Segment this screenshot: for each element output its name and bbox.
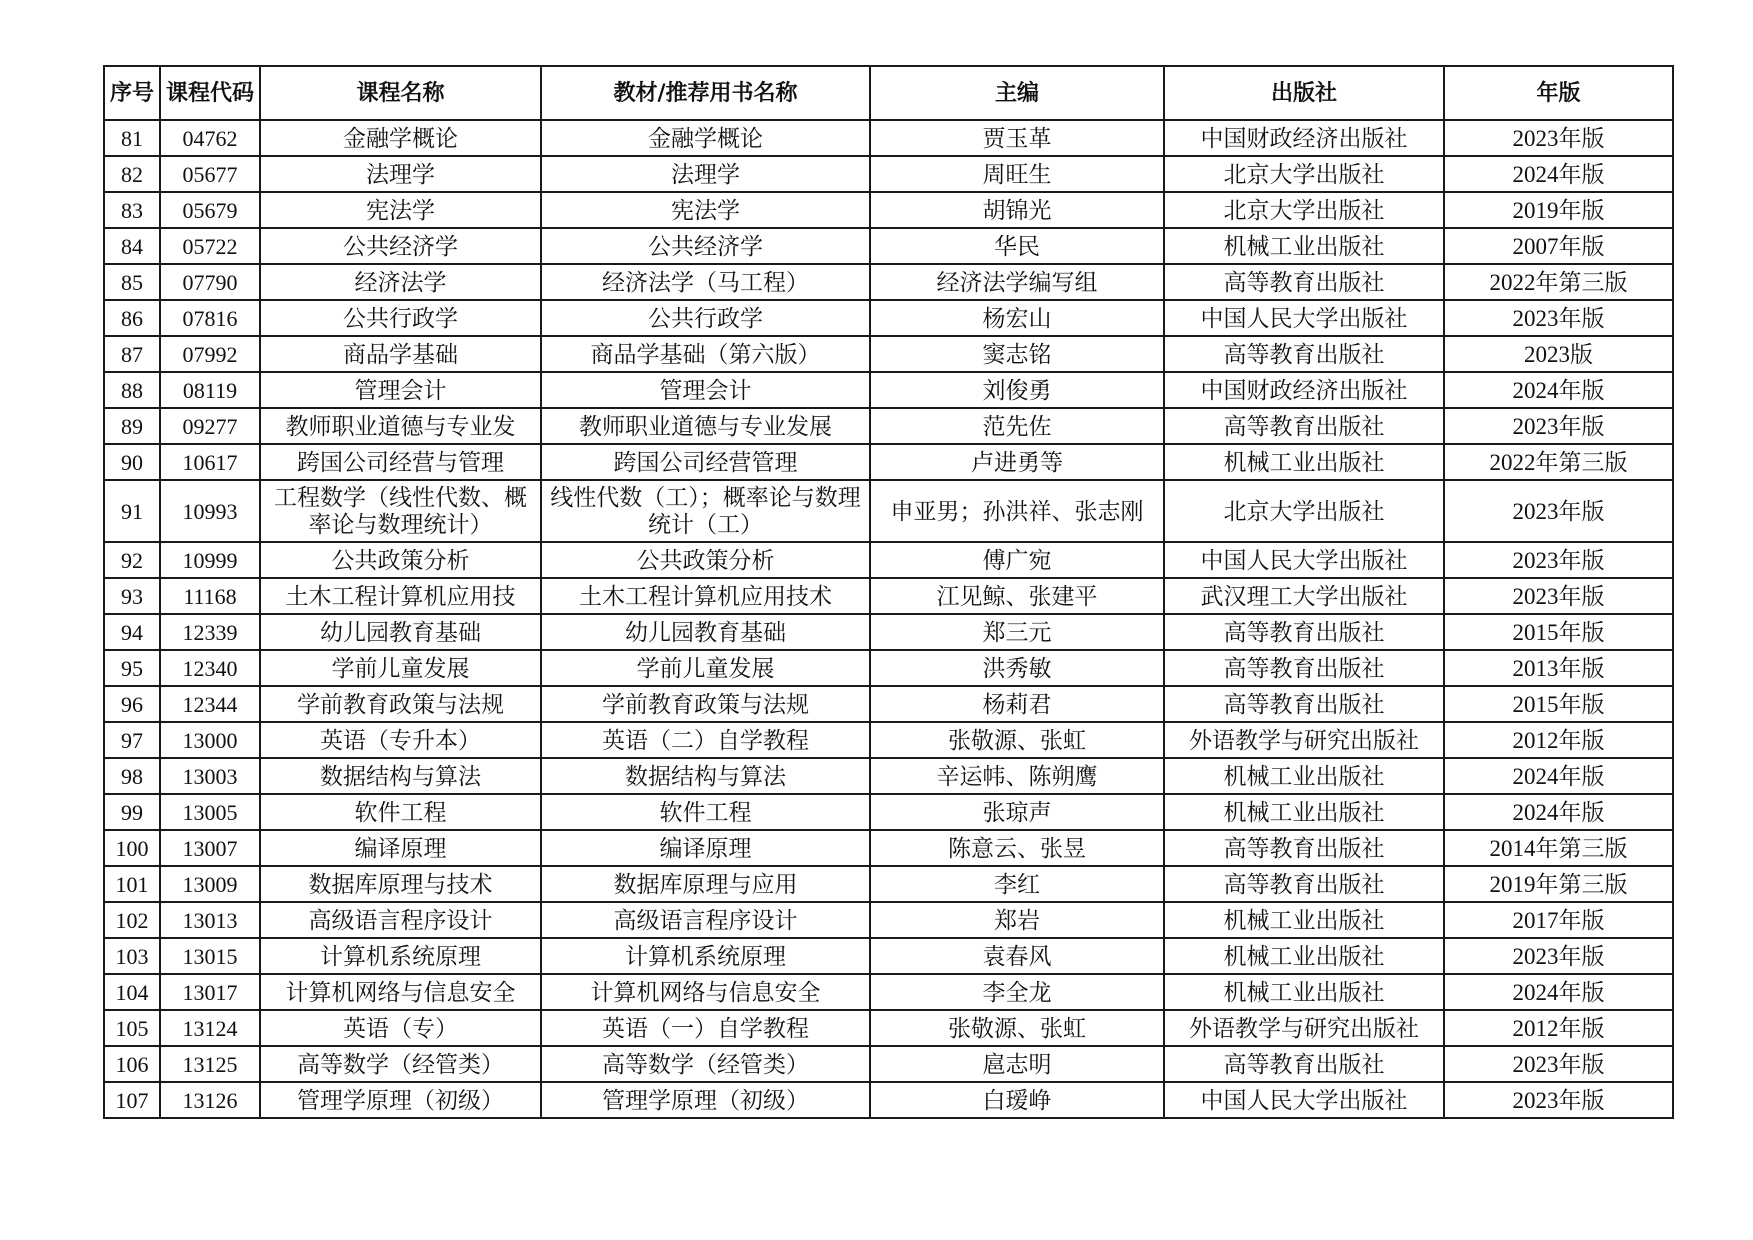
edition-cell: 2015年版	[1444, 686, 1673, 722]
textbook-name-cell: 宪法学	[541, 192, 870, 228]
table-row	[104, 866, 1673, 902]
textbook-name-cell: 教师职业道德与专业发展	[541, 408, 870, 444]
publisher-cell: 北京大学出版社	[1164, 480, 1444, 542]
edition-cell: 2013年版	[1444, 650, 1673, 686]
course-name-cell: 公共政策分析	[260, 542, 541, 578]
table-row	[104, 1046, 1673, 1082]
textbook-name-cell: 商品学基础（第六版）	[541, 336, 870, 372]
course-code-cell: 05677	[160, 156, 260, 192]
index-cell: 102	[104, 902, 160, 938]
course-name-cell: 管理学原理（初级）	[260, 1082, 541, 1118]
edition-cell: 2023年版	[1444, 1082, 1673, 1118]
publisher-cell: 机械工业出版社	[1164, 228, 1444, 264]
course-name-cell: 工程数学（线性代数、概率论与数理统计）	[260, 480, 541, 542]
table-body	[104, 120, 1673, 1118]
table-row	[104, 444, 1673, 480]
publisher-cell: 外语教学与研究出版社	[1164, 1010, 1444, 1046]
publisher-cell: 机械工业出版社	[1164, 974, 1444, 1010]
table-row	[104, 650, 1673, 686]
edition-cell: 2023年版	[1444, 578, 1673, 614]
textbook-name-cell: 跨国公司经营管理	[541, 444, 870, 480]
editor-cell: 郑岩	[870, 902, 1164, 938]
table-row	[104, 686, 1673, 722]
editor-cell: 范先佐	[870, 408, 1164, 444]
course-name-cell: 土木工程计算机应用技	[260, 578, 541, 614]
index-cell: 103	[104, 938, 160, 974]
table-row	[104, 542, 1673, 578]
textbook-name-cell: 管理会计	[541, 372, 870, 408]
editor-cell: 刘俊勇	[870, 372, 1164, 408]
index-cell: 83	[104, 192, 160, 228]
course-code-cell: 07790	[160, 264, 260, 300]
textbook-name-cell: 法理学	[541, 156, 870, 192]
edition-cell: 2023年版	[1444, 120, 1673, 156]
table-row	[104, 192, 1673, 228]
course-code-cell: 11168	[160, 578, 260, 614]
course-name-cell: 公共行政学	[260, 300, 541, 336]
publisher-cell: 高等教育出版社	[1164, 264, 1444, 300]
table-row	[104, 758, 1673, 794]
textbook-name-cell: 学前教育政策与法规	[541, 686, 870, 722]
course-code-cell: 13124	[160, 1010, 260, 1046]
course-code-cell: 04762	[160, 120, 260, 156]
textbook-name-cell: 学前儿童发展	[541, 650, 870, 686]
edition-cell: 2014年第三版	[1444, 830, 1673, 866]
header-course-code: 课程代码	[160, 66, 260, 120]
course-name-cell: 金融学概论	[260, 120, 541, 156]
editor-cell: 杨宏山	[870, 300, 1164, 336]
course-code-cell: 12344	[160, 686, 260, 722]
edition-cell: 2023年版	[1444, 542, 1673, 578]
publisher-cell: 高等教育出版社	[1164, 866, 1444, 902]
editor-cell: 白瑷峥	[870, 1082, 1164, 1118]
course-code-cell: 10993	[160, 480, 260, 542]
editor-cell: 周旺生	[870, 156, 1164, 192]
header-textbook-name: 教材/推荐用书名称	[541, 66, 870, 120]
course-name-cell: 管理会计	[260, 372, 541, 408]
editor-cell: 胡锦光	[870, 192, 1164, 228]
textbook-table	[103, 65, 1674, 1119]
index-cell: 106	[104, 1046, 160, 1082]
edition-cell: 2023年版	[1444, 480, 1673, 542]
textbook-name-cell: 计算机网络与信息安全	[541, 974, 870, 1010]
header-row	[104, 66, 1673, 120]
editor-cell: 洪秀敏	[870, 650, 1164, 686]
publisher-cell: 中国财政经济出版社	[1164, 120, 1444, 156]
edition-cell: 2024年版	[1444, 758, 1673, 794]
editor-cell: 扈志明	[870, 1046, 1164, 1082]
index-cell: 87	[104, 336, 160, 372]
index-cell: 104	[104, 974, 160, 1010]
edition-cell: 2023年版	[1444, 1046, 1673, 1082]
editor-cell: 张琼声	[870, 794, 1164, 830]
course-code-cell: 13009	[160, 866, 260, 902]
publisher-cell: 北京大学出版社	[1164, 156, 1444, 192]
table-row	[104, 938, 1673, 974]
index-cell: 95	[104, 650, 160, 686]
course-name-cell: 学前儿童发展	[260, 650, 541, 686]
course-name-cell: 跨国公司经营与管理	[260, 444, 541, 480]
course-code-cell: 09277	[160, 408, 260, 444]
editor-cell: 江见鲸、张建平	[870, 578, 1164, 614]
index-cell: 81	[104, 120, 160, 156]
course-name-cell: 教师职业道德与专业发	[260, 408, 541, 444]
course-name-cell: 编译原理	[260, 830, 541, 866]
course-code-cell: 13013	[160, 902, 260, 938]
publisher-cell: 机械工业出版社	[1164, 444, 1444, 480]
course-name-cell: 英语（专）	[260, 1010, 541, 1046]
course-name-cell: 计算机系统原理	[260, 938, 541, 974]
edition-cell: 2024年版	[1444, 794, 1673, 830]
textbook-name-cell: 公共政策分析	[541, 542, 870, 578]
table-row	[104, 336, 1673, 372]
editor-cell: 袁春风	[870, 938, 1164, 974]
index-cell: 91	[104, 480, 160, 542]
course-code-cell: 13125	[160, 1046, 260, 1082]
course-name-cell: 商品学基础	[260, 336, 541, 372]
index-cell: 97	[104, 722, 160, 758]
table-row	[104, 156, 1673, 192]
table-row	[104, 578, 1673, 614]
course-code-cell: 05679	[160, 192, 260, 228]
index-cell: 101	[104, 866, 160, 902]
textbook-name-cell: 土木工程计算机应用技术	[541, 578, 870, 614]
course-code-cell: 10617	[160, 444, 260, 480]
table-row	[104, 1082, 1673, 1118]
course-code-cell: 13000	[160, 722, 260, 758]
textbook-name-cell: 管理学原理（初级）	[541, 1082, 870, 1118]
publisher-cell: 中国人民大学出版社	[1164, 542, 1444, 578]
table-row	[104, 480, 1673, 542]
publisher-cell: 中国人民大学出版社	[1164, 1082, 1444, 1118]
course-name-cell: 高等数学（经管类）	[260, 1046, 541, 1082]
index-cell: 82	[104, 156, 160, 192]
publisher-cell: 外语教学与研究出版社	[1164, 722, 1444, 758]
edition-cell: 2019年版	[1444, 192, 1673, 228]
editor-cell: 申亚男；孙洪祥、张志刚	[870, 480, 1164, 542]
index-cell: 92	[104, 542, 160, 578]
course-code-cell: 07992	[160, 336, 260, 372]
header-course-name: 课程名称	[260, 66, 541, 120]
course-name-cell: 数据库原理与技术	[260, 866, 541, 902]
textbook-name-cell: 高级语言程序设计	[541, 902, 870, 938]
publisher-cell: 机械工业出版社	[1164, 794, 1444, 830]
editor-cell: 卢进勇等	[870, 444, 1164, 480]
edition-cell: 2023年版	[1444, 408, 1673, 444]
textbook-name-cell: 经济法学（马工程）	[541, 264, 870, 300]
table-row	[104, 228, 1673, 264]
edition-cell: 2024年版	[1444, 156, 1673, 192]
editor-cell: 傅广宛	[870, 542, 1164, 578]
textbook-name-cell: 公共经济学	[541, 228, 870, 264]
course-code-cell: 07816	[160, 300, 260, 336]
table-row	[104, 830, 1673, 866]
course-name-cell: 高级语言程序设计	[260, 902, 541, 938]
header-editor: 主编	[870, 66, 1164, 120]
publisher-cell: 中国财政经济出版社	[1164, 372, 1444, 408]
textbook-name-cell: 公共行政学	[541, 300, 870, 336]
textbook-name-cell: 编译原理	[541, 830, 870, 866]
editor-cell: 张敬源、张虹	[870, 1010, 1164, 1046]
course-code-cell: 13003	[160, 758, 260, 794]
header-index: 序号	[104, 66, 160, 120]
table-row	[104, 372, 1673, 408]
index-cell: 85	[104, 264, 160, 300]
edition-cell: 2023版	[1444, 336, 1673, 372]
editor-cell: 李红	[870, 866, 1164, 902]
editor-cell: 杨莉君	[870, 686, 1164, 722]
header-publisher: 出版社	[1164, 66, 1444, 120]
publisher-cell: 高等教育出版社	[1164, 408, 1444, 444]
course-code-cell: 12340	[160, 650, 260, 686]
edition-cell: 2015年版	[1444, 614, 1673, 650]
edition-cell: 2024年版	[1444, 974, 1673, 1010]
editor-cell: 郑三元	[870, 614, 1164, 650]
index-cell: 88	[104, 372, 160, 408]
publisher-cell: 机械工业出版社	[1164, 902, 1444, 938]
table-row	[104, 974, 1673, 1010]
course-name-cell: 数据结构与算法	[260, 758, 541, 794]
table-row	[104, 408, 1673, 444]
course-code-cell: 13005	[160, 794, 260, 830]
publisher-cell: 武汉理工大学出版社	[1164, 578, 1444, 614]
index-cell: 89	[104, 408, 160, 444]
index-cell: 94	[104, 614, 160, 650]
table-row	[104, 902, 1673, 938]
publisher-cell: 机械工业出版社	[1164, 938, 1444, 974]
edition-cell: 2022年第三版	[1444, 444, 1673, 480]
course-name-cell: 幼儿园教育基础	[260, 614, 541, 650]
textbook-name-cell: 金融学概论	[541, 120, 870, 156]
index-cell: 93	[104, 578, 160, 614]
course-code-cell: 10999	[160, 542, 260, 578]
edition-cell: 2012年版	[1444, 1010, 1673, 1046]
course-code-cell: 08119	[160, 372, 260, 408]
publisher-cell: 高等教育出版社	[1164, 650, 1444, 686]
publisher-cell: 高等教育出版社	[1164, 336, 1444, 372]
course-code-cell: 12339	[160, 614, 260, 650]
course-name-cell: 软件工程	[260, 794, 541, 830]
index-cell: 86	[104, 300, 160, 336]
index-cell: 105	[104, 1010, 160, 1046]
publisher-cell: 中国人民大学出版社	[1164, 300, 1444, 336]
course-code-cell: 05722	[160, 228, 260, 264]
course-code-cell: 13015	[160, 938, 260, 974]
course-name-cell: 法理学	[260, 156, 541, 192]
textbook-name-cell: 英语（一）自学教程	[541, 1010, 870, 1046]
course-name-cell: 经济法学	[260, 264, 541, 300]
editor-cell: 窦志铭	[870, 336, 1164, 372]
textbook-name-cell: 数据结构与算法	[541, 758, 870, 794]
edition-cell: 2022年第三版	[1444, 264, 1673, 300]
edition-cell: 2024年版	[1444, 372, 1673, 408]
editor-cell: 陈意云、张昱	[870, 830, 1164, 866]
edition-cell: 2017年版	[1444, 902, 1673, 938]
editor-cell: 华民	[870, 228, 1164, 264]
textbook-name-cell: 高等数学（经管类）	[541, 1046, 870, 1082]
index-cell: 90	[104, 444, 160, 480]
publisher-cell: 北京大学出版社	[1164, 192, 1444, 228]
textbook-name-cell: 幼儿园教育基础	[541, 614, 870, 650]
editor-cell: 经济法学编写组	[870, 264, 1164, 300]
publisher-cell: 高等教育出版社	[1164, 830, 1444, 866]
textbook-name-cell: 数据库原理与应用	[541, 866, 870, 902]
edition-cell: 2019年第三版	[1444, 866, 1673, 902]
publisher-cell: 高等教育出版社	[1164, 614, 1444, 650]
course-code-cell: 13126	[160, 1082, 260, 1118]
publisher-cell: 高等教育出版社	[1164, 686, 1444, 722]
table-row	[104, 722, 1673, 758]
index-cell: 98	[104, 758, 160, 794]
course-name-cell: 计算机网络与信息安全	[260, 974, 541, 1010]
table-row	[104, 794, 1673, 830]
editor-cell: 辛运帏、陈朔鹰	[870, 758, 1164, 794]
textbook-name-cell: 线性代数（工）；概率论与数理统计（工）	[541, 480, 870, 542]
table-row	[104, 120, 1673, 156]
edition-cell: 2023年版	[1444, 300, 1673, 336]
textbook-name-cell: 软件工程	[541, 794, 870, 830]
table-row	[104, 614, 1673, 650]
publisher-cell: 高等教育出版社	[1164, 1046, 1444, 1082]
index-cell: 84	[104, 228, 160, 264]
course-name-cell: 公共经济学	[260, 228, 541, 264]
header-edition: 年版	[1444, 66, 1673, 120]
index-cell: 99	[104, 794, 160, 830]
publisher-cell: 机械工业出版社	[1164, 758, 1444, 794]
index-cell: 100	[104, 830, 160, 866]
table-row	[104, 300, 1673, 336]
course-code-cell: 13017	[160, 974, 260, 1010]
textbook-name-cell: 计算机系统原理	[541, 938, 870, 974]
textbook-name-cell: 英语（二）自学教程	[541, 722, 870, 758]
index-cell: 107	[104, 1082, 160, 1118]
index-cell: 96	[104, 686, 160, 722]
edition-cell: 2012年版	[1444, 722, 1673, 758]
editor-cell: 李全龙	[870, 974, 1164, 1010]
table-row	[104, 1010, 1673, 1046]
course-name-cell: 英语（专升本）	[260, 722, 541, 758]
course-code-cell: 13007	[160, 830, 260, 866]
editor-cell: 贾玉革	[870, 120, 1164, 156]
edition-cell: 2023年版	[1444, 938, 1673, 974]
course-name-cell: 宪法学	[260, 192, 541, 228]
edition-cell: 2007年版	[1444, 228, 1673, 264]
table-row	[104, 264, 1673, 300]
editor-cell: 张敬源、张虹	[870, 722, 1164, 758]
course-name-cell: 学前教育政策与法规	[260, 686, 541, 722]
